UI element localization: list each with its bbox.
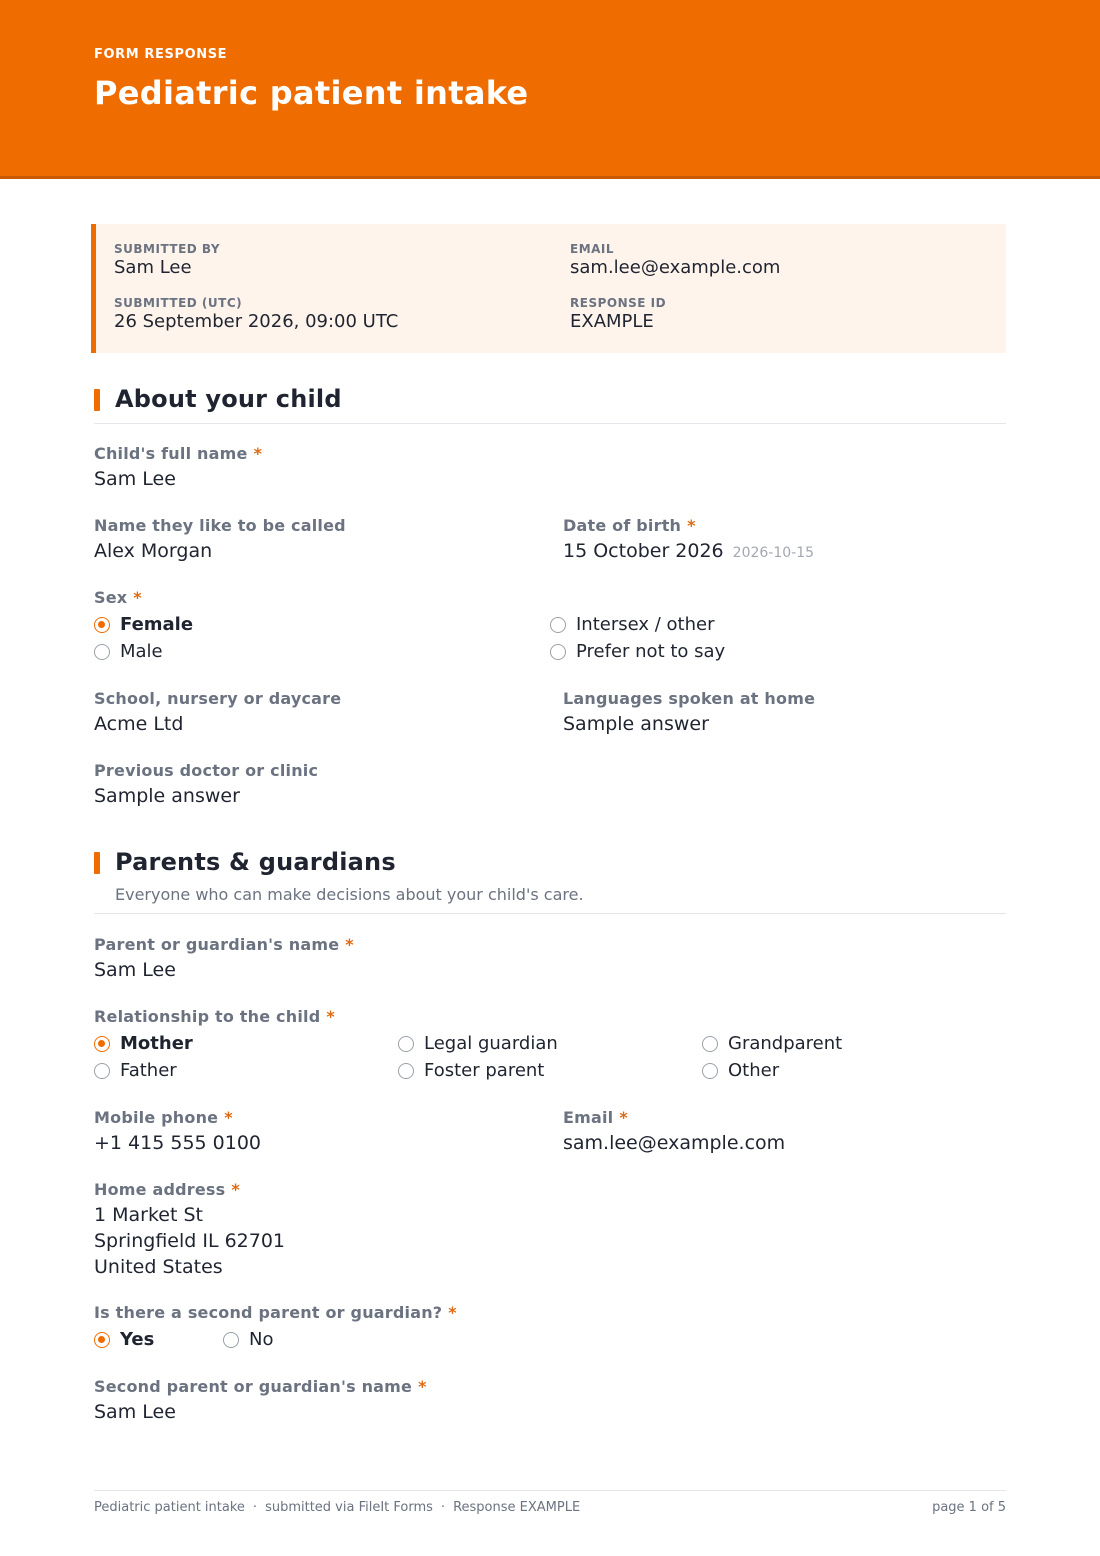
section-parents-guardians	[94, 848, 1006, 914]
field-label	[563, 516, 814, 535]
required-marker: *	[231, 1180, 240, 1199]
field-value: Sam Lee	[94, 959, 176, 981]
field-label: Name they like to be called	[94, 516, 346, 535]
field-preferred-name	[94, 516, 346, 562]
required-marker: *	[253, 444, 263, 463]
required-marker: *	[448, 1303, 457, 1322]
radio-option-label: Yes	[120, 1329, 155, 1350]
field-value: +1 415 555 0100	[94, 1132, 262, 1154]
footer-separator: ·	[440, 1500, 446, 1515]
field-mobile-phone	[94, 1108, 261, 1154]
section-about-your-child	[94, 385, 1006, 424]
radio-unselected-icon	[398, 1063, 414, 1079]
field-child-full-name	[94, 444, 262, 490]
radio-option-label: Prefer not to say	[576, 641, 726, 662]
field-second-parent	[94, 1303, 457, 1322]
radio-unselected-icon	[94, 1063, 110, 1079]
field-value-address: 1 Market St Springfield IL 62701 United States	[94, 1204, 286, 1278]
section-title: About your child	[115, 385, 342, 413]
field-relationship	[94, 1007, 335, 1026]
required-marker: *	[133, 588, 142, 607]
meta-value: Sam Lee	[114, 257, 192, 278]
field-school	[94, 689, 341, 735]
form-header	[0, 0, 1100, 179]
radio-option-label: Grandparent	[728, 1033, 843, 1054]
meta-email	[570, 242, 780, 278]
field-label-text: Parent or guardian's name	[94, 935, 340, 954]
field-label	[94, 1180, 285, 1199]
field-label-text: Child's full name	[94, 444, 248, 463]
field-parent-name	[94, 935, 354, 981]
field-label-text: Email	[563, 1108, 614, 1127]
radio-option-foster-parent[interactable]	[398, 1060, 544, 1081]
radio-unselected-icon	[702, 1063, 718, 1079]
field-label	[94, 1007, 335, 1026]
required-marker: *	[326, 1007, 335, 1026]
field-date-of-birth	[563, 516, 814, 562]
meta-submitted-by	[114, 242, 220, 278]
form-title: Pediatric patient intake	[94, 74, 529, 112]
radio-unselected-icon	[550, 644, 566, 660]
radio-option-label: Legal guardian	[424, 1033, 558, 1054]
radio-option-label: Father	[120, 1060, 177, 1081]
radio-option-no[interactable]	[223, 1329, 273, 1350]
meta-label: EMAIL	[570, 242, 615, 256]
required-marker: *	[418, 1377, 427, 1396]
page-footer	[94, 1490, 1006, 1515]
required-marker: *	[619, 1108, 628, 1127]
section-description: Everyone who can make decisions about your child's care.	[115, 885, 584, 904]
field-label-text: Mobile phone	[94, 1108, 219, 1127]
meta-label: SUBMITTED (UTC)	[114, 296, 243, 310]
field-value: Sam Lee	[94, 468, 176, 490]
radio-unselected-icon	[94, 644, 110, 660]
footer-page-number: page 1 of 5	[932, 1500, 1006, 1515]
field-value: Acme Ltd	[94, 713, 184, 735]
radio-option-label: Mother	[120, 1033, 193, 1054]
field-home-address	[94, 1180, 285, 1280]
field-label	[563, 1108, 785, 1127]
footer-response: Response EXAMPLE	[453, 1500, 581, 1515]
radio-option-grandparent[interactable]	[702, 1033, 842, 1054]
footer-form-name: Pediatric patient intake	[94, 1500, 245, 1515]
dob-iso: 2026-10-15	[732, 545, 815, 561]
radio-selected-icon	[94, 617, 110, 633]
required-marker: *	[224, 1108, 233, 1127]
radio-option-mother[interactable]	[94, 1033, 193, 1054]
meta-value: EXAMPLE	[570, 311, 654, 332]
field-label-text: Relationship to the child	[94, 1007, 321, 1026]
radio-option-label: Female	[120, 614, 194, 635]
footer-via: submitted via FileIt Forms	[265, 1500, 433, 1515]
radio-selected-icon	[94, 1332, 110, 1348]
field-label: School, nursery or daycare	[94, 689, 342, 708]
radio-option-label: No	[249, 1329, 274, 1350]
radio-unselected-icon	[398, 1036, 414, 1052]
meta-label: RESPONSE ID	[570, 296, 667, 310]
radio-option-yes[interactable]	[94, 1329, 154, 1350]
form-response-eyebrow: FORM RESPONSE	[94, 47, 228, 62]
radio-option-other[interactable]	[702, 1060, 779, 1081]
footer-separator: ·	[252, 1500, 258, 1515]
section-title: Parents & guardians	[115, 848, 396, 876]
meta-value: sam.lee@example.com	[570, 257, 781, 278]
field-label	[94, 588, 142, 607]
field-label	[94, 444, 262, 463]
field-value: sam.lee@example.com	[563, 1132, 786, 1154]
radio-option-prefer-not-to-say[interactable]	[550, 641, 725, 662]
required-marker: *	[345, 935, 354, 954]
field-label-text: Second parent or guardian's name	[94, 1377, 413, 1396]
radio-option-label: Other	[728, 1060, 780, 1081]
radio-option-intersex-other[interactable]	[550, 614, 715, 635]
radio-option-label: Male	[120, 641, 163, 662]
field-label-text: Sex	[94, 588, 128, 607]
field-value	[563, 540, 814, 562]
meta-submitted-utc	[114, 296, 398, 332]
radio-selected-icon	[94, 1036, 110, 1052]
field-label-text: Is there a second parent or guardian?	[94, 1303, 443, 1322]
field-label	[94, 1303, 457, 1322]
radio-unselected-icon	[223, 1332, 239, 1348]
radio-option-label: Foster parent	[424, 1060, 545, 1081]
field-value: Sample answer	[94, 785, 240, 807]
required-marker: *	[687, 516, 696, 535]
submission-meta-panel	[91, 224, 1006, 353]
field-value: Sam Lee	[94, 1401, 176, 1423]
section-accent-bar	[94, 389, 100, 411]
radio-unselected-icon	[550, 617, 566, 633]
field-value: Sample answer	[563, 713, 709, 735]
field-label: Languages spoken at home	[563, 689, 816, 708]
meta-label: SUBMITTED BY	[114, 242, 221, 256]
radio-unselected-icon	[702, 1036, 718, 1052]
field-value: Alex Morgan	[94, 540, 213, 562]
radio-option-female[interactable]	[94, 614, 193, 635]
field-label	[94, 1108, 261, 1127]
field-email	[563, 1108, 785, 1154]
field-languages	[563, 689, 815, 735]
field-label: Previous doctor or clinic	[94, 761, 319, 780]
field-label-text: Date of birth	[563, 516, 682, 535]
field-label	[94, 935, 354, 954]
dob-formatted: 15 October 2026	[563, 540, 724, 562]
radio-option-father[interactable]	[94, 1060, 177, 1081]
meta-response-id	[570, 296, 666, 332]
section-accent-bar	[94, 852, 100, 874]
field-sex	[94, 588, 142, 607]
meta-value: 26 September 2026, 09:00 UTC	[114, 311, 399, 332]
radio-option-male[interactable]	[94, 641, 163, 662]
field-label	[94, 1377, 427, 1396]
field-label-text: Home address	[94, 1180, 226, 1199]
radio-option-label: Intersex / other	[576, 614, 715, 635]
field-second-parent-name	[94, 1377, 427, 1423]
radio-option-legal-guardian[interactable]	[398, 1033, 558, 1054]
field-previous-doctor	[94, 761, 318, 807]
